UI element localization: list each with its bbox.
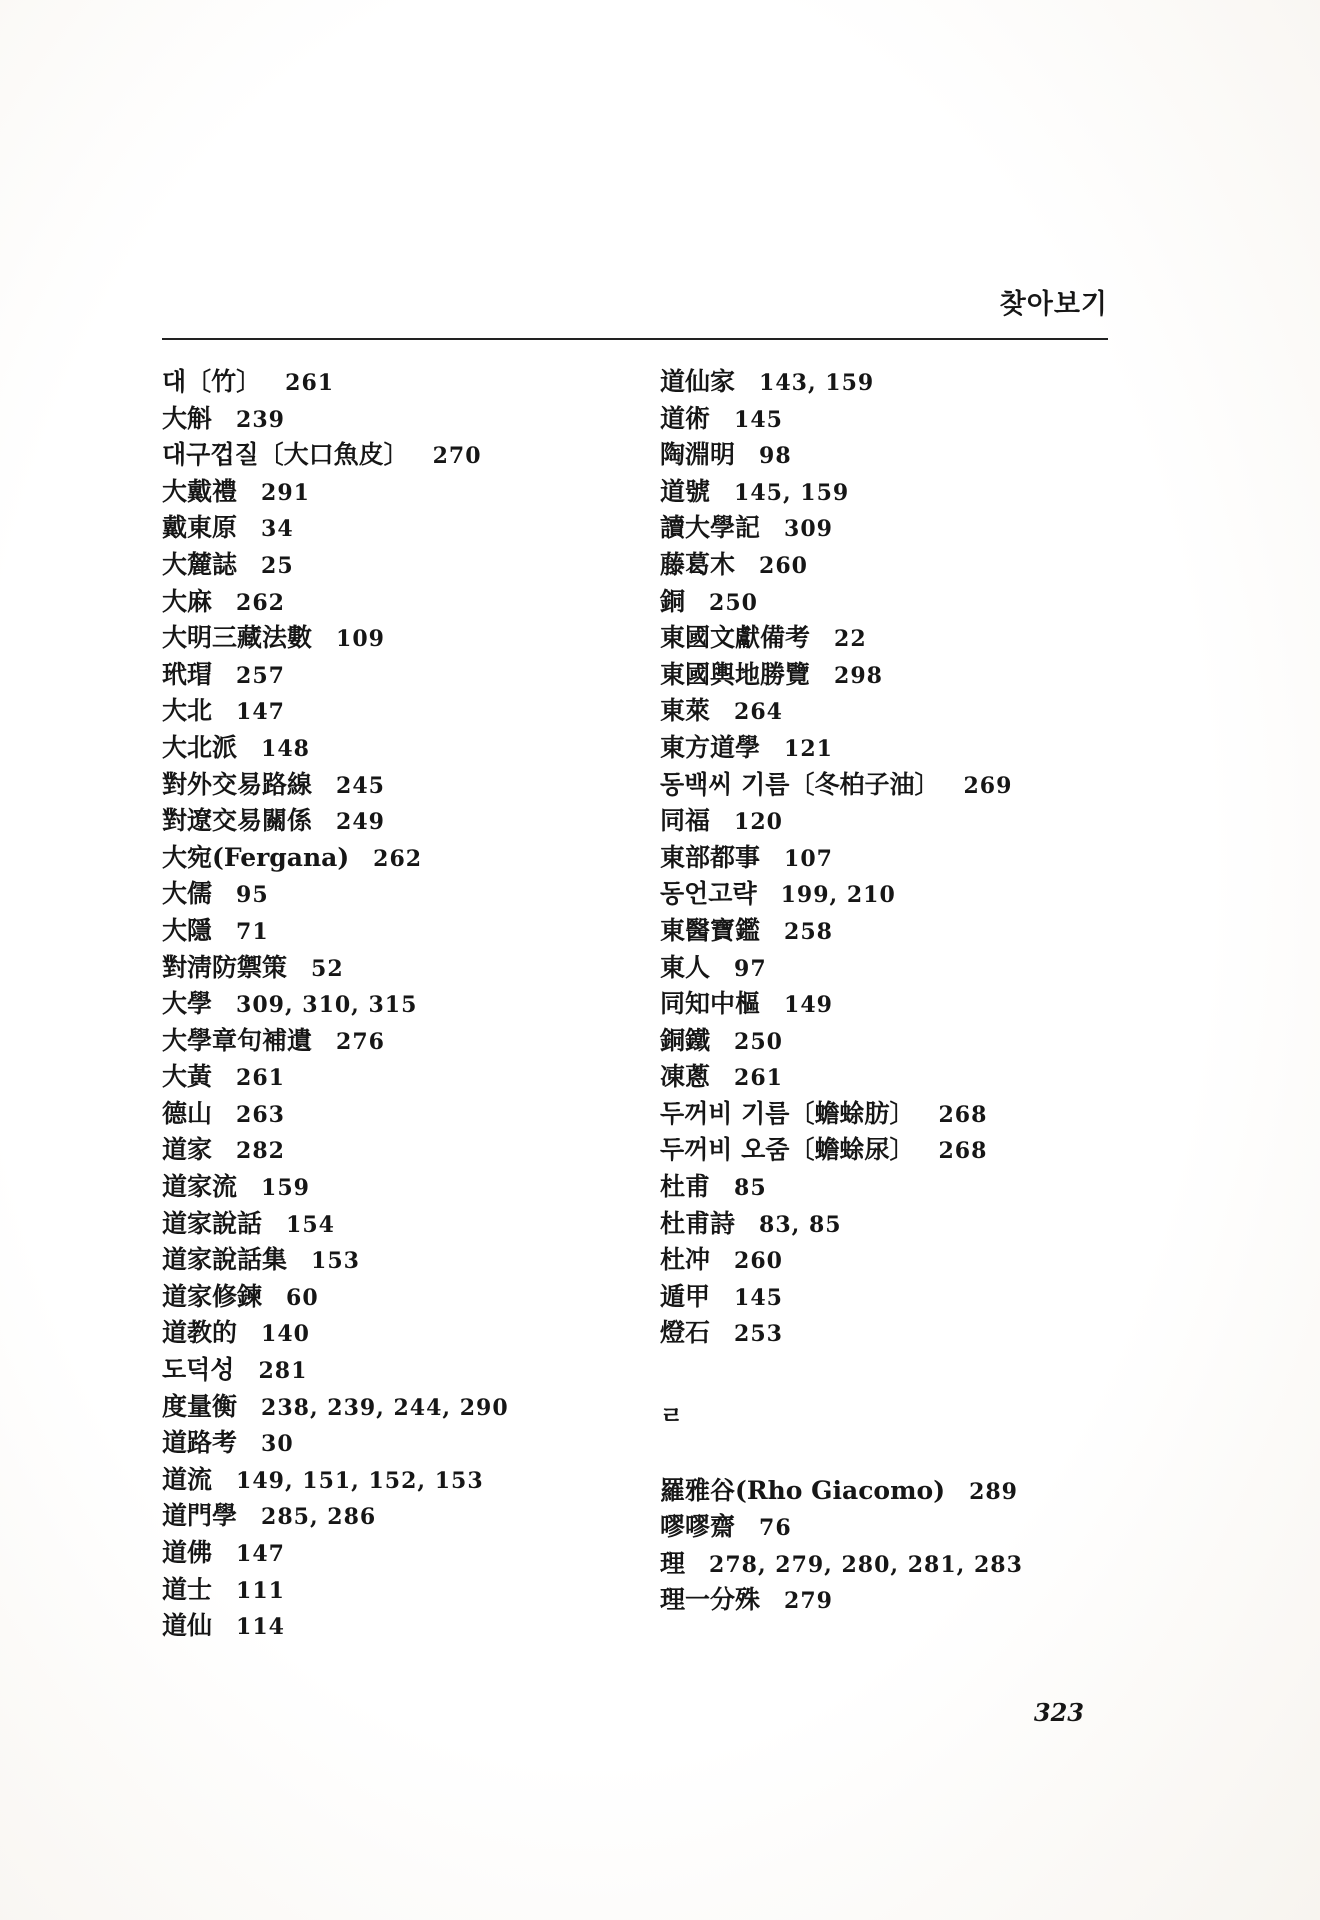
- index-pages: 261: [285, 370, 335, 396]
- index-entry: [162, 437, 642, 474]
- index-entry: [162, 1132, 642, 1169]
- index-term: 理一分殊: [660, 1585, 761, 1615]
- index-entry: [162, 950, 642, 987]
- index-pages: 52: [311, 955, 344, 982]
- index-term: 대구껍질〔大口魚皮〕: [162, 440, 409, 470]
- page-number: 323: [1033, 1698, 1084, 1727]
- index-term: 對外交易路線: [162, 769, 313, 799]
- index-entry: [660, 693, 1130, 730]
- index-term: 두꺼비 오줌〔蟾蜍尿〕: [660, 1135, 915, 1165]
- index-entry: [660, 437, 1130, 474]
- index-entry: [162, 1096, 642, 1133]
- index-entry: [660, 364, 1130, 401]
- index-pages: 120: [734, 809, 783, 836]
- index-term: 道家流: [162, 1172, 238, 1202]
- index-term: 大黃: [162, 1062, 213, 1092]
- index-term: 凍蔥: [660, 1062, 711, 1092]
- index-term: 杜冲: [660, 1245, 711, 1275]
- index-term: 遁甲: [660, 1281, 711, 1311]
- index-pages: 159: [261, 1175, 310, 1202]
- index-term: 大北: [162, 696, 213, 726]
- index-term: 道術: [660, 403, 711, 433]
- index-pages: 264: [734, 699, 783, 726]
- index-column-left: [162, 364, 642, 1645]
- index-term: 理: [660, 1548, 686, 1578]
- index-pages: 111: [236, 1577, 285, 1604]
- index-entry: [162, 1169, 642, 1206]
- index-term: 銅鐵: [660, 1025, 711, 1055]
- index-entry: [162, 1352, 642, 1389]
- index-pages: 253: [734, 1321, 783, 1348]
- index-pages: 257: [236, 662, 285, 689]
- index-pages: 260: [734, 1248, 783, 1275]
- index-term: 道家說話集: [162, 1245, 288, 1275]
- index-term: 도덕성: [162, 1355, 235, 1385]
- index-term: 大麻: [162, 586, 213, 616]
- index-entry: [162, 547, 642, 584]
- index-term: 道教的: [162, 1318, 238, 1348]
- index-term: 銅: [660, 586, 686, 616]
- index-entry: [660, 1509, 1130, 1546]
- index-pages: 121: [784, 735, 833, 762]
- index-term: 동언고략: [660, 879, 757, 909]
- index-pages: 34: [261, 516, 294, 543]
- index-term: 燈石: [660, 1318, 711, 1348]
- index-pages: 250: [709, 589, 758, 616]
- index-column-right: [660, 364, 1130, 1619]
- index-pages: 281: [258, 1358, 308, 1385]
- index-entry: [162, 767, 642, 804]
- index-entry: [162, 584, 642, 621]
- index-term: 道門學: [162, 1501, 238, 1531]
- index-entry: [162, 401, 642, 438]
- index-term: 東方道學: [660, 732, 761, 762]
- index-pages: 238, 239, 244, 290: [261, 1394, 509, 1421]
- index-pages: 260: [759, 552, 808, 579]
- index-entry: [162, 1206, 642, 1243]
- index-entry: [660, 1473, 1130, 1510]
- index-pages: 270: [432, 443, 482, 470]
- index-term: 道家說話: [162, 1208, 263, 1238]
- index-term: 對遼交易關係: [162, 806, 313, 836]
- index-pages: 261: [236, 1065, 285, 1092]
- index-pages: 250: [734, 1028, 783, 1055]
- index-pages: 140: [261, 1321, 310, 1348]
- index-term: 東國輿地勝覽: [660, 659, 811, 689]
- index-pages: 263: [236, 1101, 285, 1128]
- index-entry: [660, 1132, 1130, 1169]
- index-term: 東人: [660, 952, 711, 982]
- index-pages: 76: [759, 1515, 792, 1542]
- index-pages: 153: [311, 1248, 360, 1275]
- index-term: 大北派: [162, 732, 238, 762]
- index-entry: [660, 767, 1130, 804]
- index-entry: [660, 1582, 1130, 1619]
- index-term: 大明三藏法數: [162, 623, 313, 653]
- index-entry: [162, 620, 642, 657]
- index-pages: 285, 286: [261, 1504, 377, 1531]
- index-pages: 145, 159: [734, 479, 850, 506]
- index-pages: 309, 310, 315: [236, 992, 418, 1019]
- index-term: 東萊: [660, 696, 711, 726]
- index-term: 同知中樞: [660, 989, 761, 1019]
- index-pages: 109: [336, 626, 385, 653]
- index-entry: [660, 657, 1130, 694]
- index-entry: [162, 913, 642, 950]
- index-entry: [660, 1023, 1130, 1060]
- index-pages: 107: [784, 845, 833, 872]
- index-pages: 30: [261, 1431, 294, 1458]
- index-term: 戴東原: [162, 513, 238, 543]
- index-pages: 291: [261, 479, 310, 506]
- index-pages: 258: [784, 918, 833, 945]
- index-term: 道仙: [162, 1611, 213, 1641]
- index-entry: [660, 510, 1130, 547]
- index-pages: 249: [336, 809, 385, 836]
- index-entry: [162, 510, 642, 547]
- index-term: 同福: [660, 806, 711, 836]
- index-pages: 199, 210: [780, 882, 896, 909]
- index-entry: [660, 620, 1130, 657]
- index-pages: 269: [963, 772, 1013, 799]
- index-entry: [660, 1315, 1130, 1352]
- index-entry: [162, 1242, 642, 1279]
- index-pages: 83, 85: [759, 1211, 842, 1238]
- index-entry: [162, 1059, 642, 1096]
- index-term: 陶淵明: [660, 440, 736, 470]
- index-term: 藤葛木: [660, 549, 736, 579]
- index-entry: [660, 1206, 1130, 1243]
- running-header: 찾아보기: [999, 289, 1108, 320]
- index-entry: [162, 986, 642, 1023]
- index-pages: 262: [236, 589, 285, 616]
- index-term: 道士: [162, 1574, 213, 1604]
- section-heading: ㄹ: [660, 1402, 684, 1431]
- index-entry: [660, 913, 1130, 950]
- index-term: 杜甫詩: [660, 1208, 736, 1238]
- index-entry: [660, 840, 1130, 877]
- index-entry: [162, 474, 642, 511]
- index-entry: [162, 803, 642, 840]
- index-entry: [660, 986, 1130, 1023]
- index-entry: [162, 364, 642, 401]
- index-pages: 95: [236, 882, 269, 909]
- index-term: 杜甫: [660, 1172, 711, 1202]
- index-entry: [660, 1242, 1130, 1279]
- index-term: 道路考: [162, 1428, 238, 1458]
- index-entry: [660, 547, 1130, 584]
- index-entry: [162, 1023, 642, 1060]
- index-pages: 154: [286, 1211, 335, 1238]
- index-entry: [660, 584, 1130, 621]
- index-term: 東醫寶鑑: [660, 915, 761, 945]
- index-pages: 268: [938, 1138, 988, 1165]
- index-entry: [660, 1096, 1130, 1133]
- index-term: 두꺼비 기름〔蟾蜍肪〕: [660, 1098, 915, 1128]
- index-term: 嘐嘐齋: [660, 1512, 736, 1542]
- index-entry: [660, 950, 1130, 987]
- index-entry: [162, 1535, 642, 1572]
- index-entry: [162, 1315, 642, 1352]
- index-entry: [660, 1169, 1130, 1206]
- section-spacer: [660, 1435, 1130, 1473]
- index-term: 道家: [162, 1135, 213, 1165]
- index-pages: 143, 159: [759, 370, 875, 396]
- index-pages: 145: [734, 406, 783, 433]
- index-entry: [660, 474, 1130, 511]
- index-entry: [162, 1389, 642, 1426]
- index-pages: 71: [236, 918, 269, 945]
- index-term: 大宛(Fergana): [162, 842, 350, 872]
- index-term: 道流: [162, 1464, 213, 1494]
- index-pages: 309: [784, 516, 833, 543]
- index-term: 道仙家: [660, 367, 736, 396]
- index-pages: 147: [236, 1541, 285, 1567]
- index-pages: 98: [759, 443, 792, 470]
- index-term: 對淸防禦策: [162, 952, 288, 982]
- index-term: 道佛: [162, 1538, 213, 1567]
- index-pages: 261: [734, 1065, 783, 1092]
- index-pages: 289: [969, 1478, 1018, 1505]
- index-pages: 276: [336, 1028, 385, 1055]
- index-pages: 282: [236, 1138, 285, 1165]
- index-term: 동백씨 기름〔冬柏子油〕: [660, 769, 940, 799]
- index-pages: 60: [286, 1284, 319, 1311]
- index-pages: 97: [734, 955, 767, 982]
- index-pages: 22: [834, 626, 867, 653]
- index-entry: [162, 1608, 642, 1645]
- index-entry: [162, 730, 642, 767]
- index-entry: [162, 1572, 642, 1609]
- index-entry: [162, 840, 642, 877]
- index-pages: 25: [261, 552, 294, 579]
- index-entry: [660, 401, 1130, 438]
- index-pages: 148: [261, 735, 310, 762]
- index-pages: 278, 279, 280, 281, 283: [709, 1551, 1023, 1578]
- index-term: 대〔竹〕: [162, 367, 262, 396]
- index-term: 大學: [162, 989, 213, 1019]
- index-term: 讀大學記: [660, 513, 761, 543]
- index-term: 道號: [660, 476, 711, 506]
- index-pages: 268: [938, 1101, 988, 1128]
- index-pages: 262: [373, 845, 423, 872]
- index-pages: 149, 151, 152, 153: [236, 1467, 484, 1494]
- index-entry: [162, 1498, 642, 1535]
- index-entry: [162, 1279, 642, 1316]
- index-term: 東部都事: [660, 842, 761, 872]
- index-entry: [162, 1425, 642, 1462]
- index-entry: [660, 1546, 1130, 1583]
- index-term: 大麓誌: [162, 549, 238, 579]
- index-term: 德山: [162, 1098, 213, 1128]
- index-term: 大隱: [162, 915, 213, 945]
- index-entry: [660, 876, 1130, 913]
- index-term: 東國文獻備考: [660, 623, 811, 653]
- index-term: 度量衡: [162, 1391, 238, 1421]
- index-pages: 149: [784, 992, 833, 1019]
- index-pages: 114: [236, 1614, 285, 1641]
- index-pages: 279: [784, 1588, 833, 1615]
- index-entry: [660, 803, 1130, 840]
- index-pages: 245: [336, 772, 385, 799]
- index-term: 玳瑁: [162, 659, 213, 689]
- index-term: 大斛: [162, 403, 213, 433]
- index-pages: 85: [734, 1175, 767, 1202]
- index-entry: [162, 876, 642, 913]
- index-pages: 298: [834, 662, 883, 689]
- index-term: 大儒: [162, 879, 213, 909]
- index-entry: [162, 693, 642, 730]
- index-term: 道家修鍊: [162, 1281, 263, 1311]
- index-entry: [660, 1059, 1130, 1096]
- index-pages: 145: [734, 1284, 783, 1311]
- index-entry: [660, 730, 1130, 767]
- index-term: 大戴禮: [162, 476, 238, 506]
- header-rule: [162, 338, 1108, 340]
- index-term: 羅雅谷(Rho Giacomo): [660, 1475, 946, 1505]
- index-entry: [162, 1462, 642, 1499]
- index-pages: 239: [236, 406, 285, 433]
- index-pages: 147: [236, 699, 285, 726]
- index-entry: [660, 1279, 1130, 1316]
- index-term: 大學章句補遺: [162, 1025, 313, 1055]
- index-entry: [162, 657, 642, 694]
